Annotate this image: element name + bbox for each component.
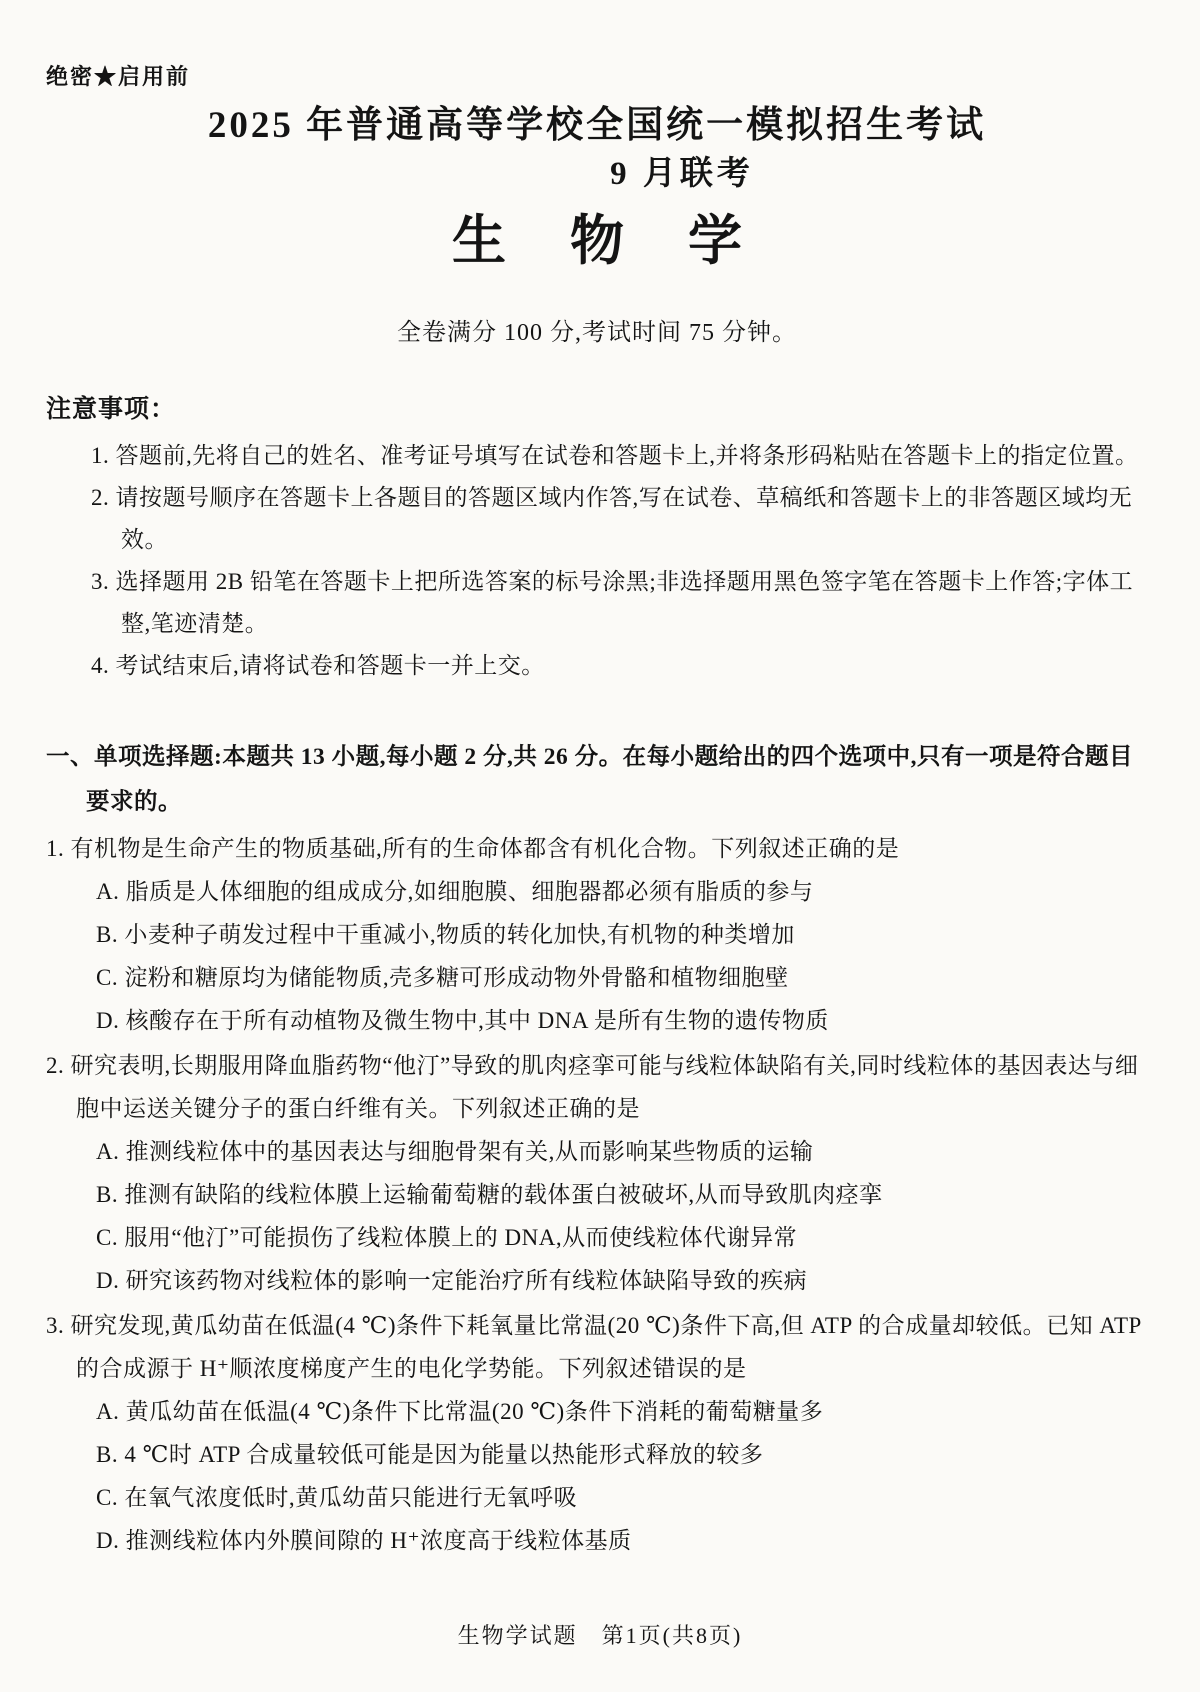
question-3-stem: 3. 研究发现,黄瓜幼苗在低温(4 ℃)条件下耗氧量比常温(20 ℃)条件下高,但 ATP 的合成量却较低。已知 ATP 的合成源于 H⁺顺浓度梯度产生的电化学势能。下列叙述错误的是: [46, 1312, 1141, 1381]
exam-info-line: 全卷满分 100 分,考试时间 75 分钟。: [397, 319, 797, 346]
question-3-option-b: B. 4 ℃时 ATP 合成量较低可能是因为能量以热能形式释放的较多: [96, 1441, 764, 1467]
notice-item-2: 2. 请按题号顺序在答题卡上各题目的答题区域内作答,写在试卷、草稿纸和答题卡上的非答题区域均无效。: [91, 484, 1133, 552]
question-3-option-a: A. 黄瓜幼苗在低温(4 ℃)条件下比常温(20 ℃)条件下消耗的葡萄糖量多: [96, 1398, 824, 1424]
notices-heading: 注意事项：: [46, 395, 177, 423]
page-footer: 生物学试题 第1页(共8页): [457, 1623, 743, 1648]
notice-item-1: 1. 答题前,先将自己的姓名、准考证号填写在试卷和答题卡上,并将条形码粘贴在答题卡上的指定位置。: [91, 442, 1139, 468]
question-3-option-c: C. 在氧气浓度低时,黄瓜幼苗只能进行无氧呼吸: [96, 1484, 578, 1510]
classification-label: 绝密★启用前: [46, 64, 191, 89]
question-3: [46, 1304, 1148, 1562]
section-heading: 一、单项选择题:本题共 13 小题,每小题 2 分,共 26 分。在每小题给出的四个选项中,只有一项是符合题目要求的。: [46, 743, 1133, 815]
question-3-option-d: D. 推测线粒体内外膜间隙的 H⁺浓度高于线粒体基质: [96, 1527, 632, 1553]
question-2-option-c: C. 服用“他汀”可能损伤了线粒体膜上的 DNA,从而使线粒体代谢异常: [96, 1224, 798, 1250]
question-1: [46, 827, 1148, 1042]
question-1-option-d: D. 核酸存在于所有动植物及微生物中,其中 DNA 是所有生物的遗传物质: [96, 1007, 829, 1033]
question-2-option-a: A. 推测线粒体中的基因表达与细胞骨架有关,从而影响某些物质的运输: [96, 1138, 814, 1164]
question-1-option-c: C. 淀粉和糖原均为储能物质,壳多糖可形成动物外骨骼和植物细胞壁: [96, 964, 789, 990]
notices-section: [46, 389, 1148, 687]
question-2: [46, 1044, 1148, 1302]
question-2-option-b: B. 推测有缺陷的线粒体膜上运输葡萄糖的载体蛋白被破坏,从而导致肌肉痉挛: [96, 1181, 883, 1207]
question-1-option-a: A. 脂质是人体细胞的组成成分,如细胞膜、细胞器都必须有脂质的参与: [96, 878, 814, 904]
question-1-stem: 1. 有机物是生命产生的物质基础,所有的生命体都含有机化合物。下列叙述正确的是: [46, 835, 900, 861]
question-2-option-d: D. 研究该药物对线粒体的影响一定能治疗所有线粒体缺陷导致的疾病: [96, 1267, 808, 1293]
question-2-stem: 2. 研究表明,长期服用降血脂药物“他汀”导致的肌肉痉挛可能与线粒体缺陷有关,同时线粒体的基因表达与细胞中运送关键分子的蛋白纤维有关。下列叙述正确的是: [46, 1052, 1139, 1121]
subject-title: 生物学: [452, 211, 806, 272]
question-1-option-b: B. 小麦种子萌发过程中干重减小,物质的转化加快,有机物的种类增加: [96, 921, 795, 947]
notice-item-4: 4. 考试结束后,请将试卷和答题卡一并上交。: [91, 652, 545, 678]
exam-title: 2025 年普通高等学校全国统一模拟招生考试: [207, 105, 987, 146]
exam-session: 9 月联考: [610, 156, 754, 193]
notice-item-3: 3. 选择题用 2B 铅笔在答题卡上把所选答案的标号涂黑;非选择题用黑色签字笔在答题卡上作答;字体工整,笔迹清楚。: [91, 568, 1134, 636]
